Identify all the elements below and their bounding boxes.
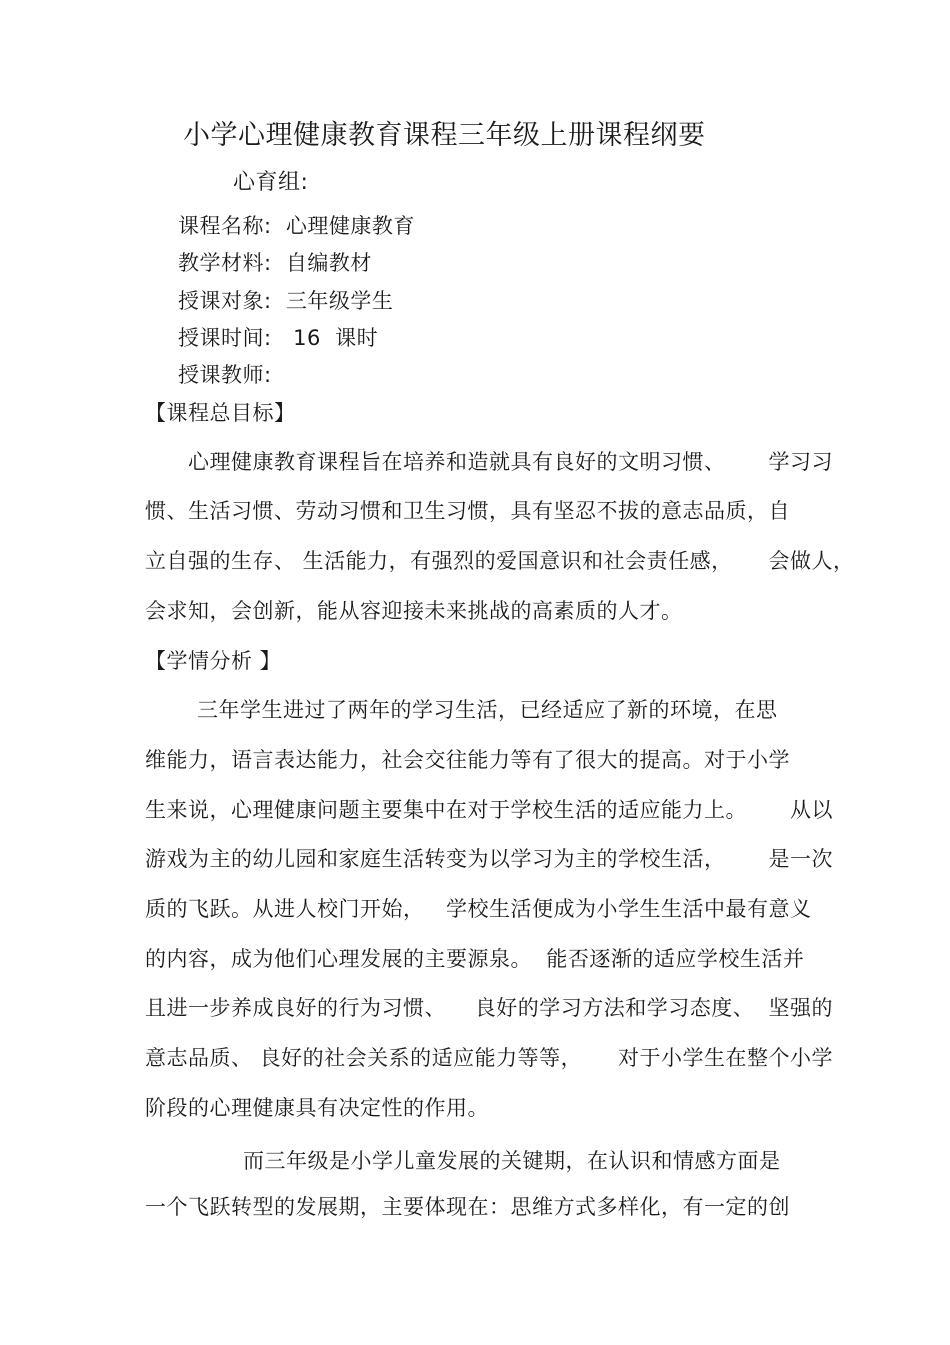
goal-line: 惯、生活习惯、劳动习惯和卫生习惯，具有坚忍不拔的意志品质，自: [145, 499, 790, 523]
analysis-line: 的内容，成为他们心理发展的主要源泉。 能否逐渐的适应学校生活并: [145, 947, 805, 971]
analysis-line: 游戏为主的幼儿园和家庭生活转变为以学习为主的学校生活， 是一次: [145, 847, 834, 871]
goal-line: 立自强的生存、 生活能力，有强烈的爱国意识和社会责任感， 会做人，: [145, 549, 855, 573]
info-audience: 授课对象: 三年级学生: [178, 289, 394, 313]
analysis-line: 阶段的心理健康具有决定性的作用。: [145, 1096, 489, 1120]
analysis-line: 维能力，语言表达能力，社会交往能力等有了很大的提高。对于小学: [145, 748, 790, 772]
analysis-line: 三年学生进过了两年的学习生活，已经适应了新的环境，在思: [197, 698, 778, 722]
analysis-line: 意志品质、 良好的社会关系的适应能力等等， 对于小学生在整个小学: [145, 1046, 834, 1070]
analysis-para2-line: 一个飞跃转型的发展期，主要体现在：思维方式多样化，有一定的创: [145, 1195, 790, 1219]
goal-line: 心理健康教育课程旨在培养和造就具有良好的文明习惯、 学习习: [188, 450, 834, 474]
section-heading-goal: 【课程总目标】: [145, 401, 296, 425]
analysis-para2-line: 而三年级是小学儿童发展的关键期，在认识和情感方面是: [243, 1149, 781, 1173]
analysis-line: 生来说，心理健康问题主要集中在对于学校生活的适应能力上。 从以: [145, 798, 834, 822]
info-teacher: 授课教师:: [178, 363, 272, 387]
info-material: 教学材料: 自编教材: [178, 251, 372, 275]
section-heading-analysis: 【学情分析 】: [145, 649, 282, 673]
info-hours: 授课时间: 16 课时: [178, 326, 379, 350]
group-label: 心育组:: [233, 170, 309, 195]
goal-line: 会求知，会创新，能从容迎接未来挑战的高素质的人才。: [145, 599, 683, 623]
analysis-line: 且进一步养成良好的行为习惯、 良好的学习方法和学习态度、 坚强的: [145, 996, 834, 1020]
document-title: 小学心理健康教育课程三年级上册课程纲要: [183, 120, 706, 151]
analysis-line: 质的飞跃。从进人校门开始， 学校生活便成为小学生生活中最有意义: [145, 897, 812, 921]
info-course-name: 课程名称: 心理健康教育: [178, 214, 415, 238]
